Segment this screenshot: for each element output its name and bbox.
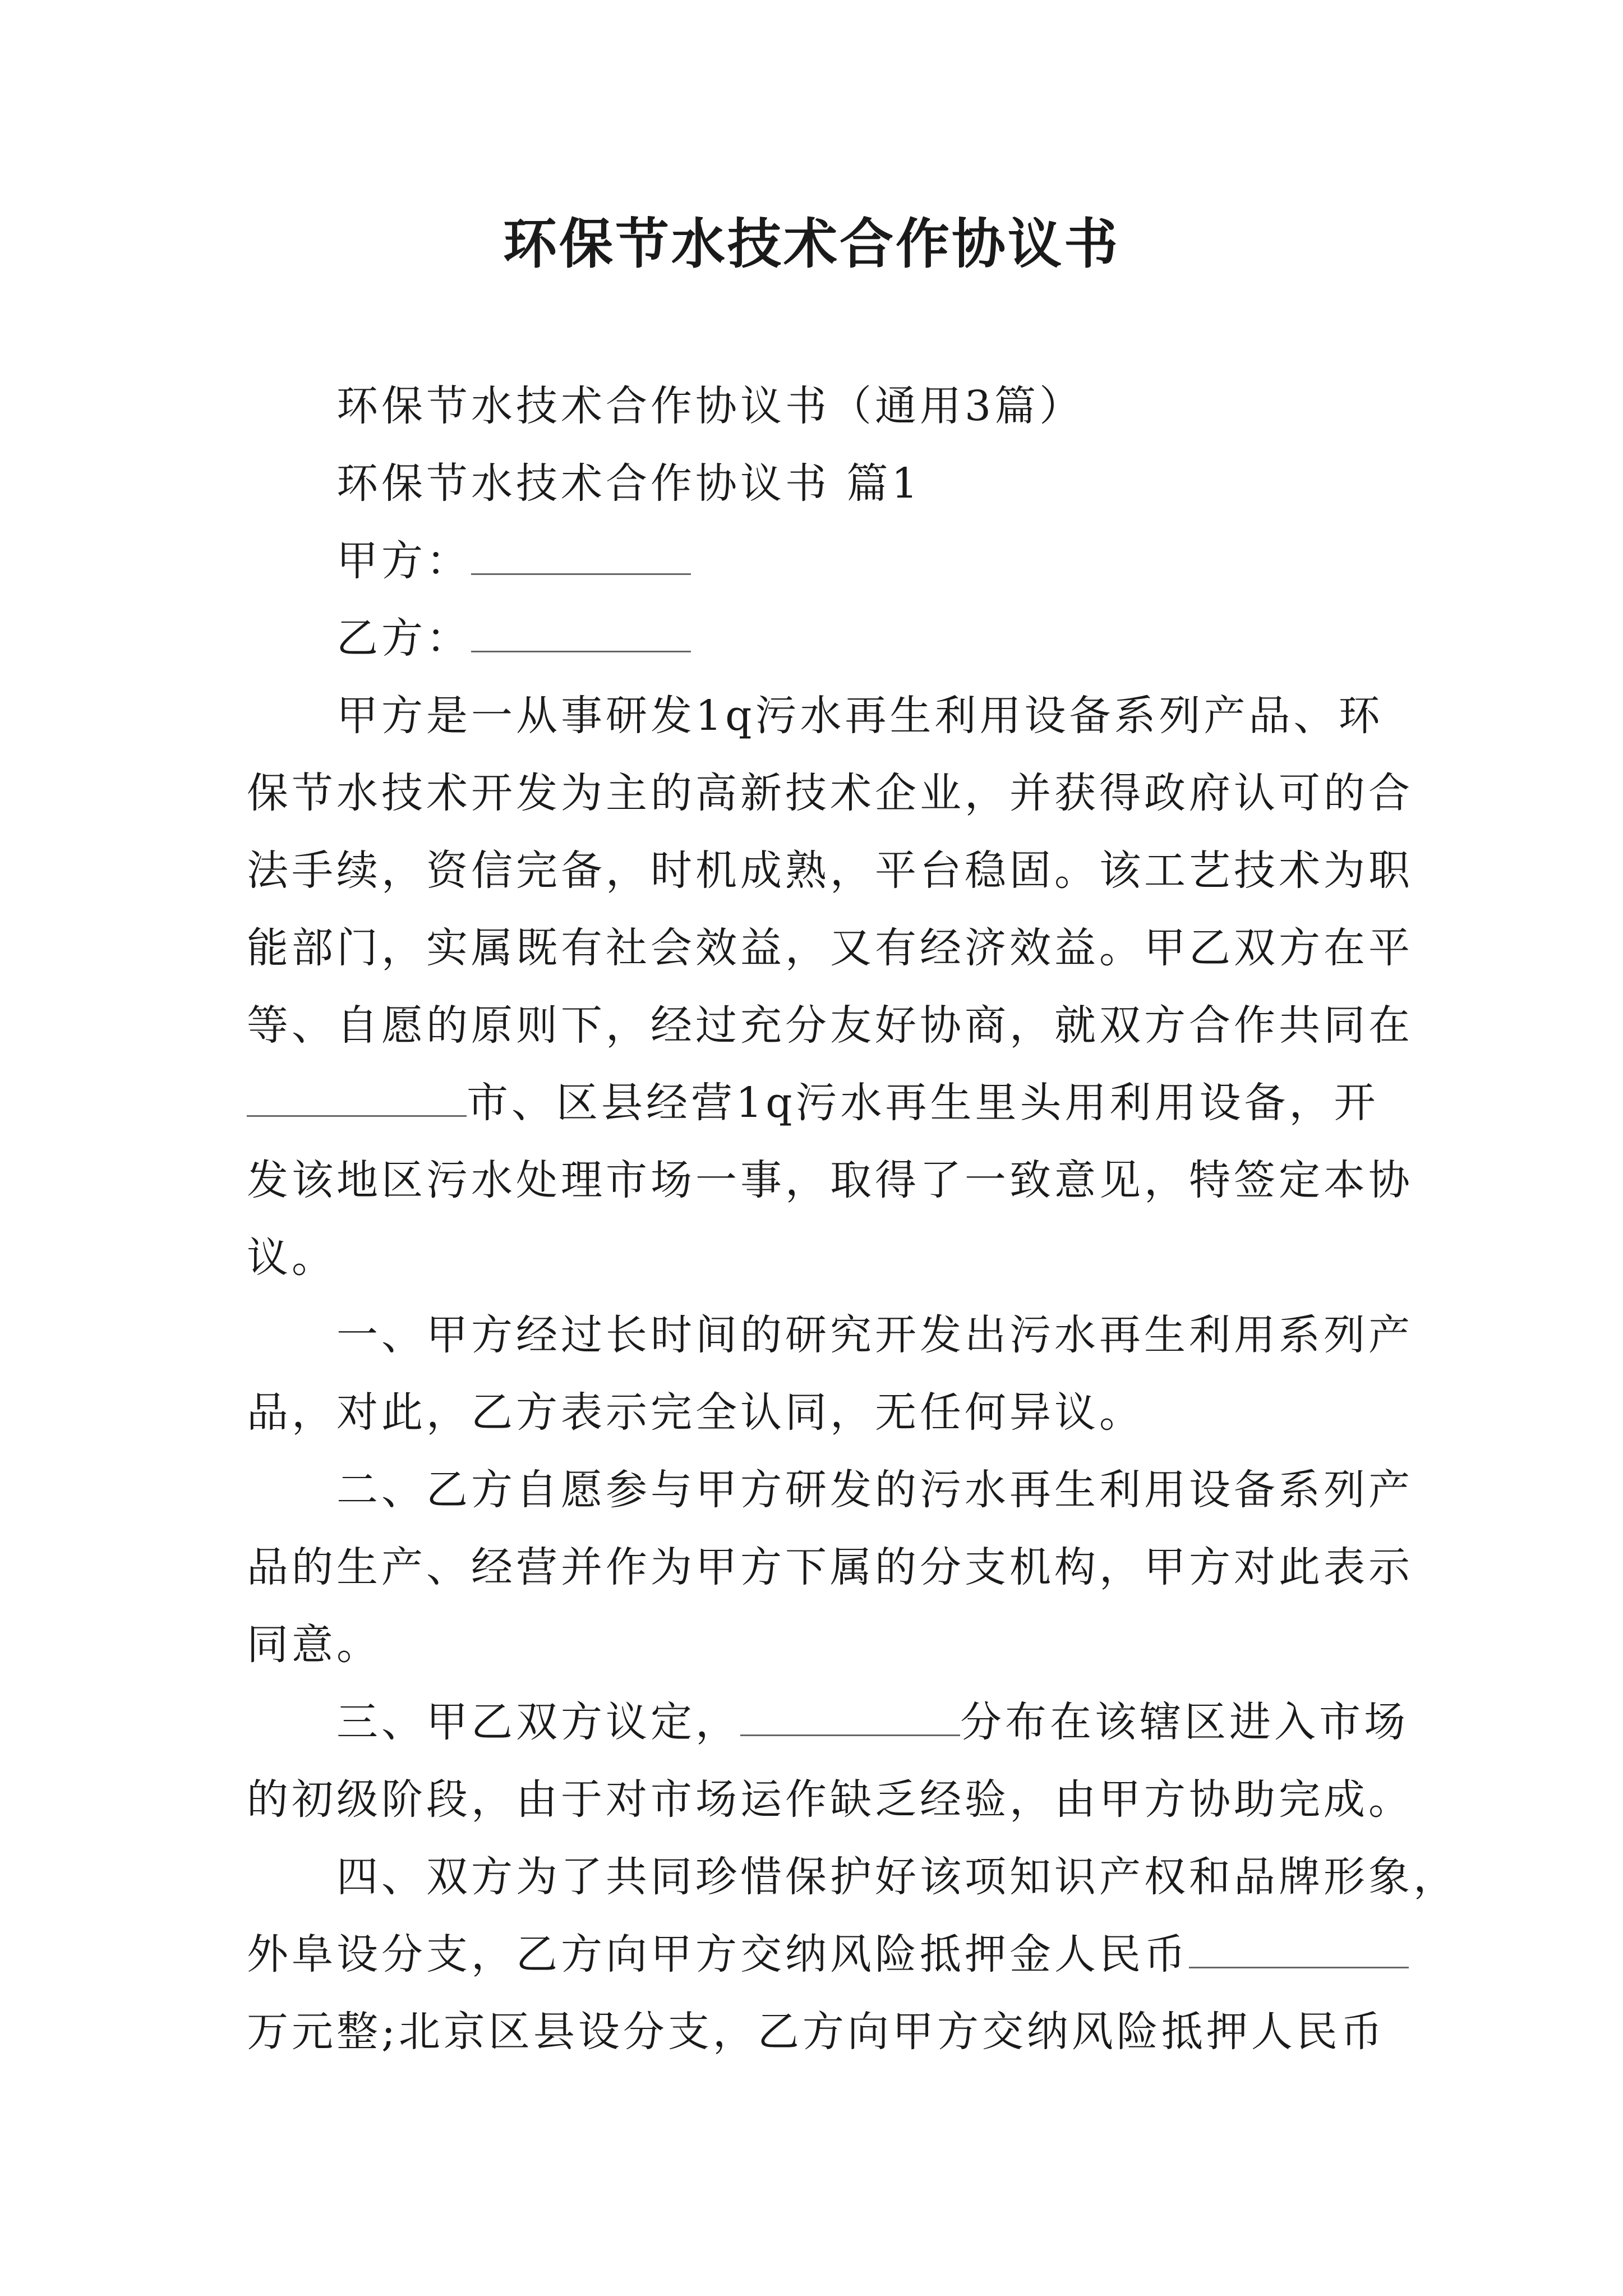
paragraph-line: 等、自愿的原则下，经过充分友好协商，就双方合作共同在	[247, 1001, 1413, 1050]
deposit-amount-blank[interactable]	[1189, 1933, 1409, 1968]
document-body	[247, 367, 1458, 2070]
clause-line	[247, 1916, 1388, 1993]
clause-line: 一、甲方经过长时间的研究开发出污水再生利用系列产	[336, 1311, 1413, 1359]
clause-text: 分布在该辖区进入市场	[960, 1698, 1409, 1746]
clause-line: 万元整;北京区县设分支，乙方向甲方交纳风险抵押人民币	[247, 2008, 1386, 2056]
clause-line: 品，对此，乙方表示完全认同，无任何异议。	[247, 1388, 1144, 1437]
paragraph-line: 甲方是一从事研发1q污水再生利用设备系列产品、环	[336, 692, 1384, 740]
clause-line	[247, 1683, 1409, 1761]
party-a-blank[interactable]	[471, 540, 691, 575]
document-title: 环保节水技术合作协议书	[503, 213, 1120, 275]
paragraph-line: 法手续，资信完备，时机成熟，平台稳固。该工艺技术为职	[247, 846, 1413, 895]
section-heading: 环保节水技术合作协议书 篇1	[336, 459, 921, 508]
paragraph-line: 保节水技术开发为主的高新技术企业，并获得政府认可的合	[247, 769, 1413, 817]
paragraph-line: 能部门，实属既有社会效益，又有经济效益。甲乙双方在平	[247, 924, 1413, 972]
party-a-label: 甲方：	[336, 537, 471, 585]
party-b-label: 乙方：	[336, 614, 471, 662]
clause-line: 的初级阶段，由于对市场运作缺乏经验，由甲方协助完成。	[247, 1775, 1413, 1824]
paragraph-line: 发该地区污水处理市场一事，取得了一致意见，特签定本协	[247, 1156, 1413, 1204]
paragraph-line: 议。	[247, 1234, 336, 1282]
clause-text: 外阜设分支，乙方向甲方交纳风险抵押金人民币	[247, 1930, 1189, 1978]
clause-text: 三、甲乙双方议定，	[336, 1698, 740, 1746]
party-a-line	[247, 522, 1388, 600]
party-b-line	[247, 600, 1388, 677]
clause-line: 四、双方为了共同珍惜保护好该项知识产权和品牌形象，	[336, 1853, 1458, 1901]
city-blank[interactable]	[247, 1082, 467, 1117]
subtitle: 环保节水技术合作协议书（通用3篇）	[336, 382, 1085, 430]
clause-line: 二、乙方自愿参与甲方研发的污水再生利用设备系列产	[336, 1466, 1413, 1514]
region-blank[interactable]	[740, 1701, 960, 1736]
party-b-blank[interactable]	[471, 617, 691, 652]
clause-line: 同意。	[247, 1621, 381, 1669]
clause-line: 品的生产、经营并作为甲方下属的分支机构，甲方对此表示	[247, 1543, 1413, 1591]
paragraph-text: 市、区县经营1q污水再生里头用利用设备，开	[467, 1079, 1379, 1127]
paragraph-line	[247, 1064, 1388, 1142]
